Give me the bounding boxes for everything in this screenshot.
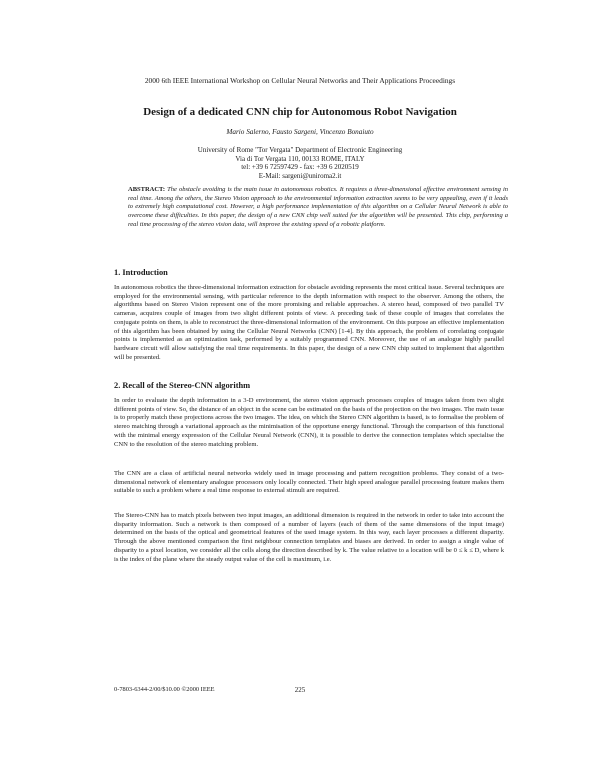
affiliation-line: E-Mail: sargeni@uniroma2.it bbox=[258, 171, 342, 180]
section-heading-stereo-cnn: 2. Recall of the Stereo-CNN algorithm bbox=[114, 381, 251, 390]
page-number: 225 bbox=[294, 686, 306, 694]
affiliation-line: University of Rome "Tor Vergata" Department of Electronic Engineering bbox=[197, 146, 403, 154]
affiliation-line: tel: +39 6 72597429 - fax: +39 6 2020519 bbox=[241, 163, 359, 172]
affiliation-block bbox=[0, 146, 600, 180]
section-paragraph: The Stereo-CNN has to match pixels between two input images, an additional dimension is required in the network in order to take into account the disparity information. Such a network is then composed of a number of layers (each of them of the same dimensions of the input image) determined on the basis of the optical and geometrical features of the used image system. In this way, each layer processes a different disparity. Through the above mentioned comparison the first neighbour connection templates and biases are derived. In order to assign a single value of disparity to a pixel location, we consider all the cells along the direction described by k. The value relative to a location will be 0 ≤ k ≤ D, where k is the index of the plane where the steady output value of the cell is maximum, i.e. bbox=[114, 512, 504, 563]
paper-title: Design of a dedicated CNN chip for Autonomous Robot Navigation bbox=[143, 106, 457, 118]
section-paragraph: The CNN are a class of artificial neural networks widely used in image processing and pattern recognition problems. They consist of a two-dimensional network of elementary analogue processors only locally connected. Their high speed analogue parallel processing feature makes them suitable to such a problem where a real time response to external stimuli are required. bbox=[114, 470, 504, 495]
running-header: 2000 6th IEEE International Workshop on Cellular Neural Networks and Their Applications Proceedings bbox=[144, 76, 456, 85]
copyright-notice: 0-7803-6344-2/00/$10.00 ©2000 IEEE bbox=[114, 686, 215, 693]
section-paragraph: In order to evaluate the depth information in a 3-D environment, the stereo vision approach processes couples of images taken from two slight different points of view. So, the distance of an object in the scene can be estimated on the basis of the projection on the two images. The main issue is to properly match these projections across the two images. The idea, on which the Stereo CNN algorithm is based, is to formalise the problem of stereo matching through a variational approach as the minimisation of the opportune energy functional. Through the comparison of this functional with the minimal energy expression of the Cellular Neural Network (CNN), it is possible to derive the connection templates which specialise the CNN to the resolution of the stereo matching problem. bbox=[114, 397, 504, 448]
author-list: Mario Salerno, Fausto Sargeni, Vincenzo Bonaiuto bbox=[226, 128, 374, 136]
abstract-label: ABSTRACT: bbox=[128, 186, 166, 193]
abstract bbox=[128, 186, 508, 230]
section-paragraph: In autonomous robotics the three-dimensional information extraction for obstacle avoiding represents the most critical issue. Several techniques are employed for the environmental sensing, with particular reference to the depth information with respect to the observer. Among the others, the algorithms based on Stereo Vision represent one of the more promising and reliable approaches. A stereo head, composed of two parallel TV cameras, acquires couple of images from two slight different points of view. A preceding task of these couple of images that correlates the conjugate points on them, is able to reconstruct the three-dimensional information of the environment. On this purpose an effective implementation of this algorithm has been obtained by using the Cellular Neural Networks (CNN) [1-4]. By this approach, the problem of correlating conjugate points is implemented as an optimization task, performed by a suitably programmed CNN. Moreover, the use of an analogue highly parallel hardware circuit will allow satisfying the real time requirements. In this paper, the design of a new CNN chip suited to implement that algorithm will be presented. bbox=[114, 284, 504, 361]
abstract-text: The obstacle avoiding is the main issue in autonomous robotics. It requires a three-dimensional effective environment sensing in real time. Among the others, the Stereo Vision approach to the environmental information extraction seems to be very appealing, even if it leads to extremely high computational cost. However, a high performance implementation of this algorithm on a Cellular Neural Network is able to overcome these difficulties. In this paper, the design of a new CNN chip well suited for the algorithm will be presented. This chip, performing a real time processing of the stereo vision data, will improve the existing speed of a robotic platform. bbox=[128, 186, 509, 228]
section-heading-introduction: 1. Introduction bbox=[114, 268, 168, 277]
affiliation-line: Via di Tor Vergata 110, 00133 ROME, ITALY bbox=[235, 154, 365, 163]
